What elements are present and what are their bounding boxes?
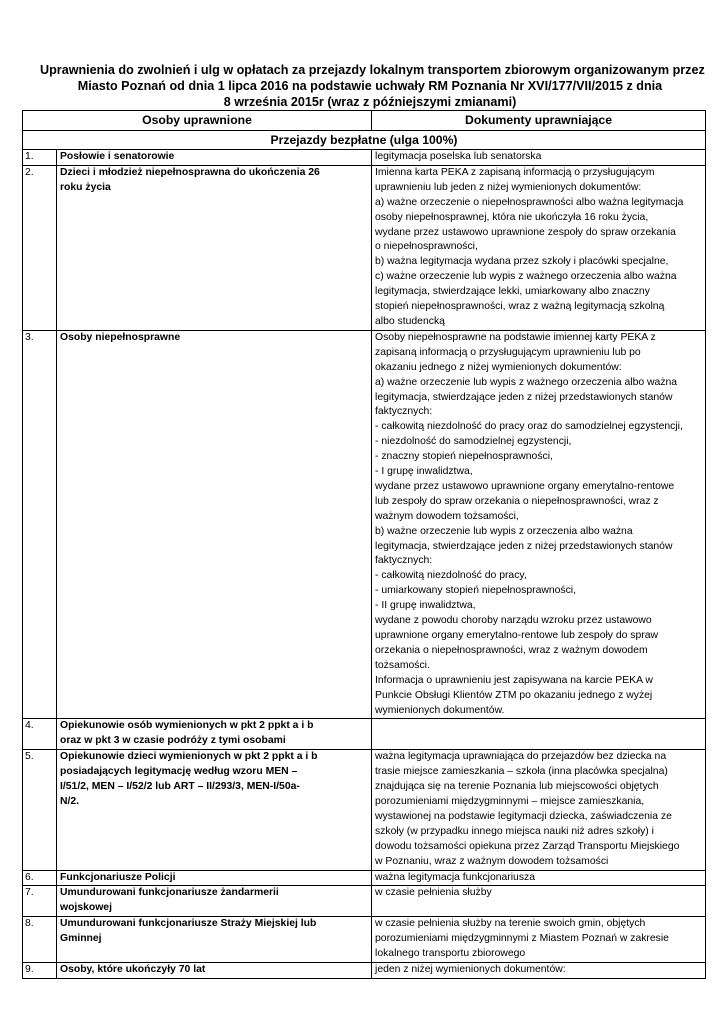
documents-line: w czasie pełnienia służby [375, 887, 492, 899]
documents-line: - niezdolność do samodzielnej egzystencji, [375, 436, 572, 448]
row-number: 4. [23, 719, 57, 750]
documents-line: Imienna karta PEKA z zapisaną informacją o przysługującym [375, 166, 655, 178]
entitled-persons-line: Umundurowani funkcjonariusze Straży Miejskiej lub [60, 918, 317, 930]
entitled-persons-line: N/2. [60, 795, 80, 807]
documents-line: faktycznych: [375, 406, 433, 418]
entitled-persons-cell [57, 962, 372, 978]
entitled-persons-line: Osoby, które ukończyły 70 lat [60, 963, 206, 975]
title-line: Uprawnienia do zwolnień i ulg w opłatach za przejazdy lokalnym transportem zbiorowym organizowanym przez [40, 63, 705, 77]
documents-line: osoby niepełnosprawnej, która nie ukończyła 16 roku życia, [375, 211, 649, 223]
entitlements-table [22, 110, 706, 979]
documents-line: - I grupę inwalidztwa, [375, 466, 473, 478]
documents-line: - całkowitą niezdolność do pracy oraz do samodzielnej egzystencji, [375, 421, 683, 433]
documents-line: uprawnione organy emerytalno-rentowe lub zespoły do spraw [375, 630, 659, 641]
table-row [23, 870, 706, 886]
documents-line: a) ważne orzeczenie o niepełnosprawności albo ważna legitymacja [375, 196, 684, 208]
documents-line: stopień niepełnosprawności, wraz z ważną legitymacją szkolną [375, 301, 665, 313]
entitled-persons-line: Umundurowani funkcjonariusze żandarmerii [60, 887, 279, 899]
entitled-persons-line: Dzieci i młodzież niepełnosprawna do ukończenia 26 [60, 166, 320, 178]
documents-line: wydane przez ustawowo uprawnione organy emerytalno-rentowe [375, 480, 675, 492]
row-number: 3. [23, 330, 57, 719]
entitled-persons-cell [57, 750, 372, 870]
table-row [23, 886, 706, 917]
row-number: 9. [23, 962, 57, 978]
table-row [23, 962, 706, 978]
documents-line: zapisaną informacją o przysługującym uprawnieniu lub po [375, 346, 641, 358]
entitled-persons-line: roku życia [60, 181, 111, 193]
table-row [23, 150, 706, 166]
documents-cell [372, 886, 706, 917]
documents-line: a) ważne orzeczenie lub wypis z ważnego orzeczenia albo ważna [375, 376, 678, 388]
entitled-persons-line: Gminnej [60, 933, 102, 945]
documents-line: wystawionej na podstawie legitymacji dziecka, zaświadczenia ze [375, 810, 672, 822]
entitled-persons-line: posiadających legitymację według wzoru MEN – [60, 766, 298, 778]
documents-line: w Poznaniu, wraz z ważnym dowodem tożsamości [375, 855, 609, 867]
documents-line: b) ważna legitymacja wydana przez szkoły i placówki specjalne, [375, 256, 669, 268]
documents-cell [372, 165, 706, 330]
table-row [23, 330, 706, 719]
row-number: 7. [23, 886, 57, 917]
documents-line: uprawnieniu lub jeden z niżej wymienionych dokumentów: [375, 181, 642, 193]
documents-cell [372, 917, 706, 963]
entitled-persons-line: Opiekunowie dzieci wymienionych w pkt 2 ppkt a i b [60, 751, 318, 763]
row-number: 2. [23, 165, 57, 330]
documents-line: orzekania o niepełnosprawności, wraz z ważnym dowodem [375, 644, 648, 656]
section-row [23, 131, 706, 150]
documents-line: okazaniu jednego z niżej wymienionych dokumentów: [375, 361, 622, 373]
table-row [23, 917, 706, 963]
documents-line: ważna legitymacja uprawniająca do przejazdów bez dziecka na [375, 751, 667, 763]
entitled-persons-cell [57, 917, 372, 963]
documents-line: Osoby niepełnosprawne na podstawie imiennej karty PEKA z [375, 331, 656, 343]
entitled-persons-cell [57, 150, 372, 166]
documents-line: Informacja o uprawnieniu jest zapisywana na karcie PEKA w [375, 674, 653, 686]
row-number: 6. [23, 870, 57, 886]
entitled-persons-line: Posłowie i senatorowie [60, 151, 175, 162]
documents-line: dowodu tożsamości opiekuna przez Zarząd Transportu Miejskiego [375, 840, 680, 852]
documents-line: lokalnego transportu zbiorowego [375, 948, 526, 960]
documents-line: znajdująca się na terenie Poznania lub miejscowości objętych [375, 781, 659, 793]
documents-line: legitymacja poselska lub senatorska [375, 151, 542, 162]
documents-line: legitymacja, stwierdzające lekki, umiarkowany albo znaczny [375, 286, 650, 298]
documents-line: c) ważne orzeczenie lub wypis z ważnego orzeczenia albo ważna [375, 271, 677, 283]
entitled-persons-cell [57, 870, 372, 886]
table-header-row [23, 111, 706, 131]
documents-line: szkoły (w przypadku innego miejsca nauki niż adres szkoły) i [375, 825, 654, 837]
entitled-persons-line: Funkcjonariusze Policji [60, 871, 176, 883]
documents-cell [372, 330, 706, 719]
documents-line: ważnym dowodem tożsamości, [375, 510, 519, 522]
documents-line: lub zespoły do spraw orzekania o niepełnosprawności, wraz z [375, 495, 659, 507]
documents-line: w czasie pełnienia służby na terenie swoich gmin, objętych [375, 918, 646, 930]
documents-line: wydane przez ustawowo uprawnione zespoły do spraw orzekania [375, 226, 676, 238]
entitled-persons-cell [57, 719, 372, 750]
documents-line: ważna legitymacja funkcjonariusza [375, 871, 535, 883]
documents-line: legitymacja, stwierdzające jeden z niżej przedstawionych stanów [375, 540, 673, 552]
entitled-persons-line: wojskowej [60, 902, 112, 914]
document-title [40, 62, 705, 110]
table-row [23, 719, 706, 750]
documents-line: - umiarkowany stopień niepełnosprawności, [375, 585, 577, 597]
documents-line: trasie miejsce zamieszkania – szkoła (inna placówka specjalna) [375, 766, 668, 778]
documents-line: porozumieniami międzygminnymi z Miastem Poznań w zakresie [375, 933, 669, 945]
documents-cell [372, 150, 706, 166]
table-row [23, 750, 706, 870]
documents-cell [372, 719, 706, 750]
documents-cell [372, 962, 706, 978]
title-line: Miasto Poznań od dnia 1 lipca 2016 na podstawie uchwały RM Poznania Nr XVI/177/VII/2015 z dnia [77, 79, 663, 93]
documents-line: faktycznych: [375, 555, 433, 567]
documents-line: tożsamości. [375, 659, 430, 671]
entitled-persons-line: Osoby niepełnosprawne [60, 331, 181, 343]
documents-line: - II grupę inwalidztwa, [375, 600, 476, 612]
documents-cell [372, 750, 706, 870]
entitled-persons-line: Opiekunowie osób wymienionych w pkt 2 ppkt a i b [60, 720, 314, 732]
entitled-persons-cell [57, 165, 372, 330]
documents-line: wydane z powodu choroby narządu wzroku przez ustawowo [375, 615, 652, 627]
table-row [23, 165, 706, 330]
documents-line: jeden z niżej wymienionych dokumentów: [375, 963, 566, 975]
documents-line: Punkcie Obsługi Klientów ZTM po okazaniu jednego z wyżej [375, 689, 653, 701]
documents-line: b) ważne orzeczenie lub wypis z orzeczenia albo ważna [375, 525, 633, 537]
documents-line: - znaczny stopień niepełnosprawności, [375, 451, 553, 463]
documents-line: o niepełnosprawności, [375, 241, 478, 253]
section-title: Przejazdy bezpłatne (ulga 100%) [23, 131, 706, 150]
header-entitled-persons: Osoby uprawnione [23, 111, 372, 131]
documents-line: porozumieniami międzygminnymi – miejsce zamieszkania, [375, 795, 645, 807]
entitled-persons-cell [57, 330, 372, 719]
entitled-persons-line: I/51/2, MEN – I/52/2 lub ART – II/293/3, MEN-I/50a- [60, 781, 300, 793]
row-number: 8. [23, 917, 57, 963]
documents-cell [372, 870, 706, 886]
title-line: 8 września 2015r (wraz z późniejszymi zmianami) [223, 95, 517, 109]
row-number: 5. [23, 750, 57, 870]
row-number: 1. [23, 150, 57, 166]
documents-line: wymienionych dokumentów. [375, 704, 505, 716]
header-documents: Dokumenty uprawniające [372, 111, 706, 131]
documents-line: albo studencką [375, 315, 445, 327]
entitled-persons-line: oraz w pkt 3 w czasie podróży z tymi osobami [60, 735, 286, 747]
documents-line: - całkowitą niezdolność do pracy, [375, 570, 527, 582]
entitled-persons-cell [57, 886, 372, 917]
documents-line: legitymacja, stwierdzające jeden z niżej przedstawionych stanów [375, 391, 673, 403]
